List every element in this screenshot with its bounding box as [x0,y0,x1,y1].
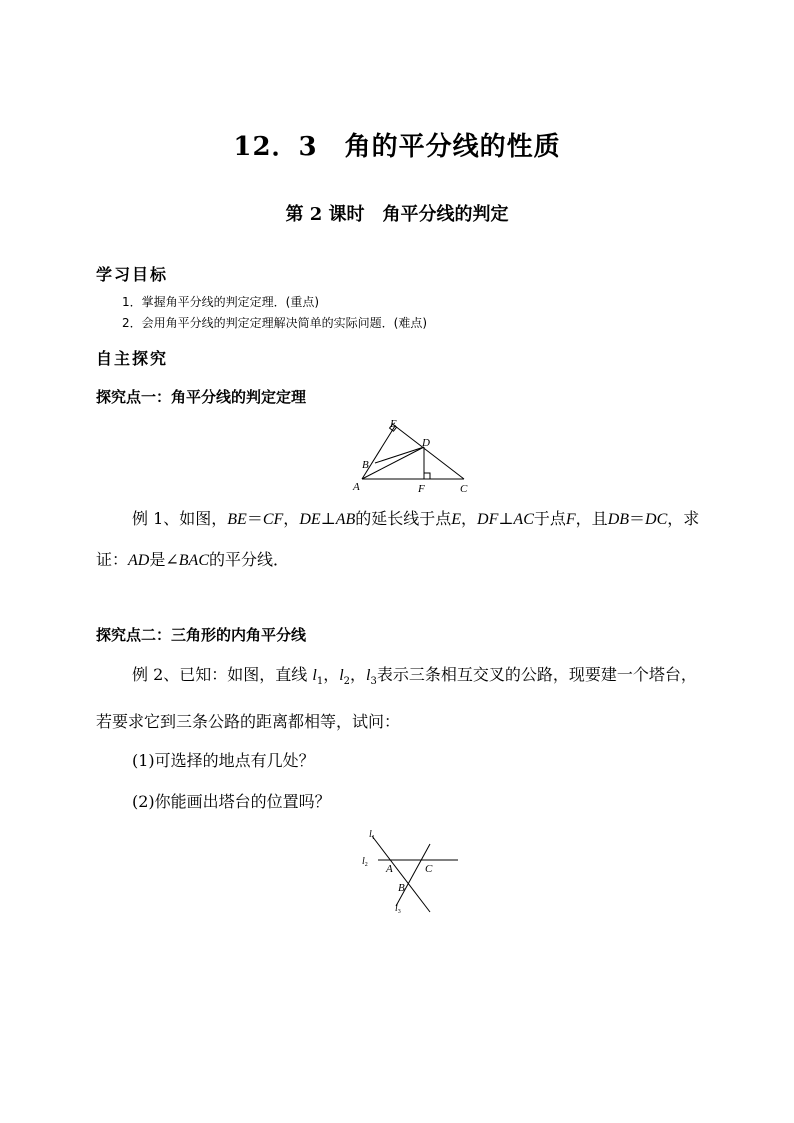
question-1: (1)可选择的地点有几处？ [132,751,315,770]
figure2-label-l3: $l_3$ [395,903,401,915]
three-roads-figure [358,824,462,918]
figure2-label-a: A [386,863,393,875]
figure1-label-c: C [460,483,468,495]
figure1-label-d: D [422,437,430,449]
objective-item-2: 2．会用角平分线的判定定理解决简单的实际问题．(难点) [122,316,428,330]
figure1-label-a: A [353,481,360,493]
objective-item-1: 1．掌握角平分线的判定定理．(重点) [122,295,319,309]
objectives-heading: 学习目标 [96,265,169,284]
figure1-label-f: F [418,483,425,495]
figure2-label-b: B [398,882,405,894]
explore-heading: 自主探究 [96,349,169,368]
question-2: (2)你能画出塔台的位置吗？ [132,792,331,811]
figure2-label-c: C [425,863,433,875]
figure2-label-l2: $l_2$ [362,856,368,868]
point2-heading: 探究点二：三角形的内角平分线 [96,626,307,644]
triangle-figure [350,418,480,496]
page-title: 12．3 角的平分线的性质 [233,132,561,162]
example-1-text: 例 1、如图，BE＝CF，DE⊥AB的延长线于点E，DF⊥AC于点F，且DB＝DC，求证：AD是∠BAC的平分线． [96,509,700,569]
figure2-label-l1: $l_1$ [369,829,375,841]
example-2-text: 例 2、已知：如图，直线 $l_1$，$l_2$，$l_3$表示三条相互交叉的公路，现要建一个塔台，若要求它到三条公路的距离都相等，试问： [96,665,697,732]
figure1-label-b: B [362,459,369,471]
figure1-label-e: E [390,418,397,430]
point1-heading: 探究点一：角平分线的判定定理 [96,388,307,406]
lesson-subtitle: 第 2 课时 角平分线的判定 [285,204,509,225]
